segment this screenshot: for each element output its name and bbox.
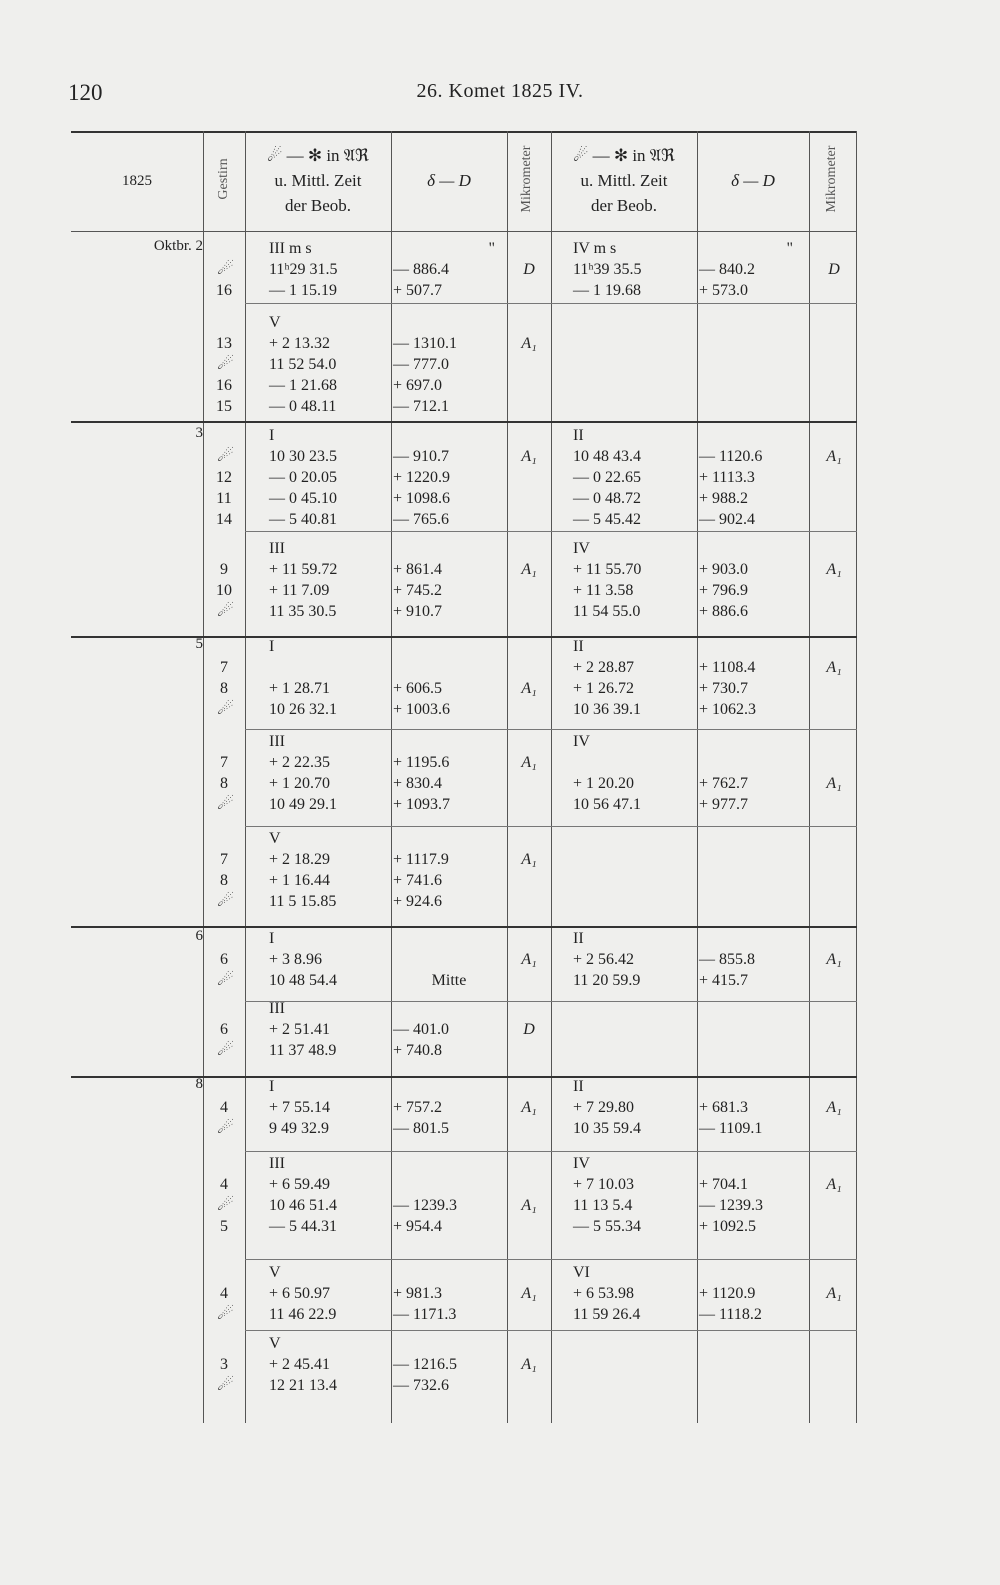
time-cell: — 0 48.11	[269, 398, 337, 415]
time-cell: + 6 50.97	[269, 1285, 331, 1302]
delta-cell: + 740.8	[393, 1042, 443, 1059]
time-cell: 11 37 48.9	[269, 1042, 337, 1059]
delta-cell: + 507.7	[393, 282, 443, 299]
col-divider	[551, 131, 552, 1423]
time-cell: III	[269, 733, 285, 750]
time-cell: III m s	[269, 240, 312, 257]
delta-cell: — 1239.3	[699, 1197, 763, 1214]
time-cell: 10 26 32.1	[269, 701, 337, 718]
block-rule	[245, 303, 857, 304]
time-cell: IV	[573, 540, 590, 557]
time-cell: + 2 56.42	[573, 951, 635, 968]
time-cell: — 0 45.10	[269, 490, 337, 507]
mikrometer-cell: A₁	[521, 561, 537, 578]
time-cell: 9 49 32.9	[269, 1120, 329, 1137]
time-cell: 11 59 26.4	[573, 1306, 641, 1323]
delta-cell: + 1062.3	[699, 701, 757, 718]
time-cell: I	[269, 427, 275, 444]
time-cell: + 1 26.72	[573, 680, 635, 697]
mikrometer-cell: D	[523, 1021, 535, 1038]
delta-cell: + 830.4	[393, 775, 443, 792]
delta-cell: + 681.3	[699, 1099, 749, 1116]
gestirn-cell: 4	[220, 1176, 228, 1193]
col-divider	[245, 131, 246, 1423]
header-delta-2: δ — D	[731, 171, 775, 190]
time-cell: — 5 40.81	[269, 511, 337, 528]
gestirn-cell: 14	[216, 511, 232, 528]
time-cell: I	[269, 638, 275, 655]
time-cell: 11 54 55.0	[573, 603, 641, 620]
time-cell: 10 36 39.1	[573, 701, 641, 718]
delta-cell: + 741.6	[393, 872, 443, 889]
date-cell: 6	[195, 928, 203, 944]
delta-cell: + 1117.9	[393, 851, 449, 868]
delta-cell: + 1092.5	[699, 1218, 757, 1235]
gestirn-cell: 12	[216, 469, 232, 486]
gestirn-cell: ☄	[216, 448, 232, 465]
delta-cell: — 777.0	[393, 356, 449, 373]
time-cell: 11ʰ39 35.5	[573, 261, 642, 278]
time-cell: — 0 48.72	[573, 490, 641, 507]
date-cell: 5	[195, 636, 203, 652]
header-line: u. Mittl. Zeit	[274, 171, 362, 190]
header-mikrometer-1: Mikrometer	[519, 145, 534, 213]
delta-cell: + 1120.9	[699, 1285, 756, 1302]
gestirn-cell: ☄	[216, 261, 232, 278]
gestirn-cell: 7	[220, 659, 228, 676]
delta-cell: + 762.7	[699, 775, 749, 792]
gestirn-cell: 7	[220, 754, 228, 771]
time-cell: 10 48 43.4	[573, 448, 641, 465]
header-line: der Beob.	[284, 196, 352, 215]
time-cell: III	[269, 1000, 285, 1017]
gestirn-cell: 8	[220, 872, 228, 889]
delta-cell: + 1195.6	[393, 754, 450, 771]
delta-cell: — 401.0	[393, 1021, 449, 1038]
delta-cell: "	[488, 240, 495, 257]
gestirn-cell: 8	[220, 775, 228, 792]
gestirn-cell: 9	[220, 561, 228, 578]
delta-cell: + 861.4	[393, 561, 443, 578]
time-cell: I	[269, 1078, 275, 1095]
time-cell: — 1 19.68	[573, 282, 641, 299]
time-cell: 11 35 30.5	[269, 603, 337, 620]
delta-cell: Mitte	[431, 972, 467, 989]
page-number: 120	[68, 80, 103, 105]
delta-cell: — 732.6	[393, 1377, 449, 1394]
header-year: 1825	[122, 173, 152, 189]
mikrometer-cell: A₁	[521, 951, 537, 968]
delta-cell: + 886.6	[699, 603, 749, 620]
delta-cell: + 697.0	[393, 377, 443, 394]
mikrometer-cell: A₁	[521, 754, 537, 771]
delta-cell: + 730.7	[699, 680, 749, 697]
time-cell: 11 13 5.4	[573, 1197, 633, 1214]
time-cell: III	[269, 540, 285, 557]
header-gestirn: Gestirn	[216, 158, 231, 200]
time-cell: II	[573, 427, 584, 444]
time-cell: IV	[573, 1155, 590, 1172]
mikrometer-cell: A₁	[521, 680, 537, 697]
time-cell: 10 48 54.4	[269, 972, 337, 989]
header-time-2	[551, 143, 697, 218]
delta-cell: + 1220.9	[393, 469, 451, 486]
delta-cell: — 840.2	[699, 261, 755, 278]
mikrometer-cell: A₁	[521, 1197, 537, 1214]
gestirn-cell: 11	[216, 490, 232, 507]
gestirn-cell: 4	[220, 1285, 228, 1302]
block-rule	[245, 1259, 857, 1260]
time-cell: — 5 55.34	[573, 1218, 641, 1235]
time-cell: — 0 22.65	[573, 469, 641, 486]
block-rule	[245, 1151, 857, 1152]
time-cell: + 3 8.96	[269, 951, 323, 968]
date-cell: 3	[195, 425, 203, 441]
delta-cell: + 988.2	[699, 490, 749, 507]
mikrometer-cell: A₁	[826, 1176, 842, 1193]
gestirn-cell: ☄	[216, 796, 232, 813]
gestirn-cell: ☄	[216, 356, 232, 373]
time-cell: 10 49 29.1	[269, 796, 337, 813]
header-time-1	[245, 143, 391, 218]
time-cell: + 2 13.32	[269, 335, 331, 352]
header-line: u. Mittl. Zeit	[580, 171, 668, 190]
gestirn-cell: 8	[220, 680, 228, 697]
mikrometer-cell: A₁	[521, 1285, 537, 1302]
delta-cell: + 954.4	[393, 1218, 443, 1235]
delta-cell: "	[786, 240, 793, 257]
gestirn-cell: 6	[220, 1021, 228, 1038]
header-delta-1: δ — D	[427, 171, 471, 190]
gestirn-cell: 13	[216, 335, 232, 352]
delta-cell: — 886.4	[393, 261, 449, 278]
time-cell: V	[269, 1264, 281, 1281]
header-line: ☄ — ✻ in 𝔄ℜ	[573, 146, 675, 165]
time-cell: 12 21 13.4	[269, 1377, 337, 1394]
delta-cell: — 1310.1	[393, 335, 457, 352]
gestirn-cell: ☄	[216, 1306, 232, 1323]
block-rule	[245, 826, 857, 827]
running-head: 26. Komet 1825 IV.	[416, 80, 584, 102]
mikrometer-cell: A₁	[826, 951, 842, 968]
header-line: ☄ — ✻ in 𝔄ℜ	[267, 146, 369, 165]
time-cell: + 7 29.80	[573, 1099, 635, 1116]
mikrometer-cell: A₁	[826, 1099, 842, 1116]
header-mikrometer-2: Mikrometer	[824, 145, 839, 213]
time-cell: 11 52 54.0	[269, 356, 337, 373]
header-line: der Beob.	[590, 196, 658, 215]
delta-cell: + 1098.6	[393, 490, 451, 507]
gestirn-cell: 15	[216, 398, 232, 415]
time-cell: — 0 20.05	[269, 469, 337, 486]
delta-cell: + 910.7	[393, 603, 443, 620]
time-cell: — 5 45.42	[573, 511, 641, 528]
time-cell: IV	[573, 733, 590, 750]
time-cell: 10 30 23.5	[269, 448, 337, 465]
time-cell: I	[269, 930, 275, 947]
gestirn-cell: ☄	[216, 603, 232, 620]
mikrometer-cell: A₁	[521, 1356, 537, 1373]
delta-cell: — 855.8	[699, 951, 755, 968]
time-cell: IV m s	[573, 240, 617, 257]
mikrometer-cell: A₁	[521, 1099, 537, 1116]
gestirn-cell: 4	[220, 1099, 228, 1116]
time-cell: 11 5 15.85	[269, 893, 337, 910]
delta-cell: + 1108.4	[699, 659, 756, 676]
delta-cell: + 757.2	[393, 1099, 443, 1116]
time-cell: + 11 3.58	[573, 582, 634, 599]
delta-cell: + 1093.7	[393, 796, 451, 813]
gestirn-cell: ☄	[216, 1197, 232, 1214]
delta-cell: — 1109.1	[699, 1120, 763, 1137]
delta-cell: — 902.4	[699, 511, 755, 528]
delta-cell: + 977.7	[699, 796, 749, 813]
delta-cell: + 606.5	[393, 680, 443, 697]
gestirn-cell: 5	[220, 1218, 228, 1235]
time-cell: + 1 20.70	[269, 775, 331, 792]
mikrometer-cell: A₁	[826, 448, 842, 465]
delta-cell: — 1171.3	[393, 1306, 457, 1323]
time-cell: V	[269, 314, 281, 331]
time-cell: + 2 18.29	[269, 851, 331, 868]
time-cell: + 2 51.41	[269, 1021, 331, 1038]
mikrometer-cell: A₁	[826, 1285, 842, 1302]
time-cell: + 11 7.09	[269, 582, 330, 599]
table-top-rule	[71, 131, 857, 133]
gestirn-cell: 3	[220, 1356, 228, 1373]
time-cell: II	[573, 1078, 584, 1095]
mikrometer-cell: A₁	[826, 659, 842, 676]
delta-cell: — 765.6	[393, 511, 449, 528]
date-cell: 8	[195, 1076, 203, 1092]
delta-cell: + 573.0	[699, 282, 749, 299]
delta-cell: — 801.5	[393, 1120, 449, 1137]
gestirn-cell: ☄	[216, 893, 232, 910]
mikrometer-cell: A₁	[521, 851, 537, 868]
time-cell: + 1 16.44	[269, 872, 331, 889]
col-divider	[809, 131, 810, 1423]
time-cell: 10 46 51.4	[269, 1197, 337, 1214]
time-cell: III	[269, 1155, 285, 1172]
delta-cell: — 1239.3	[393, 1197, 457, 1214]
time-cell: + 1 20.20	[573, 775, 635, 792]
time-cell: + 2 28.87	[573, 659, 635, 676]
delta-cell: — 1120.6	[699, 448, 763, 465]
header-rule	[71, 231, 857, 232]
gestirn-cell: 7	[220, 851, 228, 868]
gestirn-cell: ☄	[216, 701, 232, 718]
time-cell: 11 20 59.9	[573, 972, 641, 989]
time-cell: V	[269, 1335, 281, 1352]
gestirn-cell: ☄	[216, 1042, 232, 1059]
time-cell: + 6 53.98	[573, 1285, 635, 1302]
delta-cell: + 924.6	[393, 893, 443, 910]
delta-cell: + 981.3	[393, 1285, 443, 1302]
gestirn-cell: 16	[216, 377, 232, 394]
time-cell: II	[573, 638, 584, 655]
gestirn-cell: ☄	[216, 1377, 232, 1394]
mikrometer-cell: A₁	[826, 561, 842, 578]
block-rule	[245, 1330, 857, 1331]
mikrometer-cell: A₁	[826, 775, 842, 792]
time-cell: + 6 59.49	[269, 1176, 331, 1193]
time-cell: 11 46 22.9	[269, 1306, 337, 1323]
time-cell: 11ʰ29 31.5	[269, 261, 338, 278]
delta-cell: + 1113.3	[699, 469, 755, 486]
delta-cell: — 910.7	[393, 448, 449, 465]
block-rule	[245, 729, 857, 730]
gestirn-cell: 16	[216, 282, 232, 299]
delta-cell: + 415.7	[699, 972, 749, 989]
time-cell: — 1 15.19	[269, 282, 337, 299]
gestirn-cell: ☄	[216, 972, 232, 989]
mikrometer-cell: D	[523, 261, 535, 278]
col-divider	[391, 131, 392, 1423]
time-cell: + 11 59.72	[269, 561, 338, 578]
time-cell: + 11 55.70	[573, 561, 642, 578]
time-cell: + 7 10.03	[573, 1176, 635, 1193]
time-cell: 10 56 47.1	[573, 796, 641, 813]
gestirn-cell: ☄	[216, 1120, 232, 1137]
time-cell: VI	[573, 1264, 590, 1281]
delta-cell: + 704.1	[699, 1176, 749, 1193]
gestirn-cell: 6	[220, 951, 228, 968]
time-cell: + 1 28.71	[269, 680, 331, 697]
time-cell: + 2 45.41	[269, 1356, 331, 1373]
date-cell: Oktbr. 2	[153, 238, 203, 254]
time-cell: — 1 21.68	[269, 377, 337, 394]
gestirn-cell: 10	[216, 582, 232, 599]
delta-cell: — 1216.5	[393, 1356, 457, 1373]
delta-cell: + 745.2	[393, 582, 443, 599]
date-group-rule	[71, 421, 857, 423]
delta-cell: + 1003.6	[393, 701, 451, 718]
mikrometer-cell: A₁	[521, 448, 537, 465]
time-cell: V	[269, 830, 281, 847]
block-rule	[245, 531, 857, 532]
time-cell: + 2 22.35	[269, 754, 331, 771]
observation-table	[71, 131, 857, 1423]
time-cell: + 7 55.14	[269, 1099, 331, 1116]
time-cell: 10 35 59.4	[573, 1120, 641, 1137]
time-cell: — 5 44.31	[269, 1218, 337, 1235]
delta-cell: — 712.1	[393, 398, 449, 415]
mikrometer-cell: D	[828, 261, 840, 278]
delta-cell: + 796.9	[699, 582, 749, 599]
delta-cell: — 1118.2	[699, 1306, 762, 1323]
mikrometer-cell: A₁	[521, 335, 537, 352]
time-cell: II	[573, 930, 584, 947]
delta-cell: + 903.0	[699, 561, 749, 578]
